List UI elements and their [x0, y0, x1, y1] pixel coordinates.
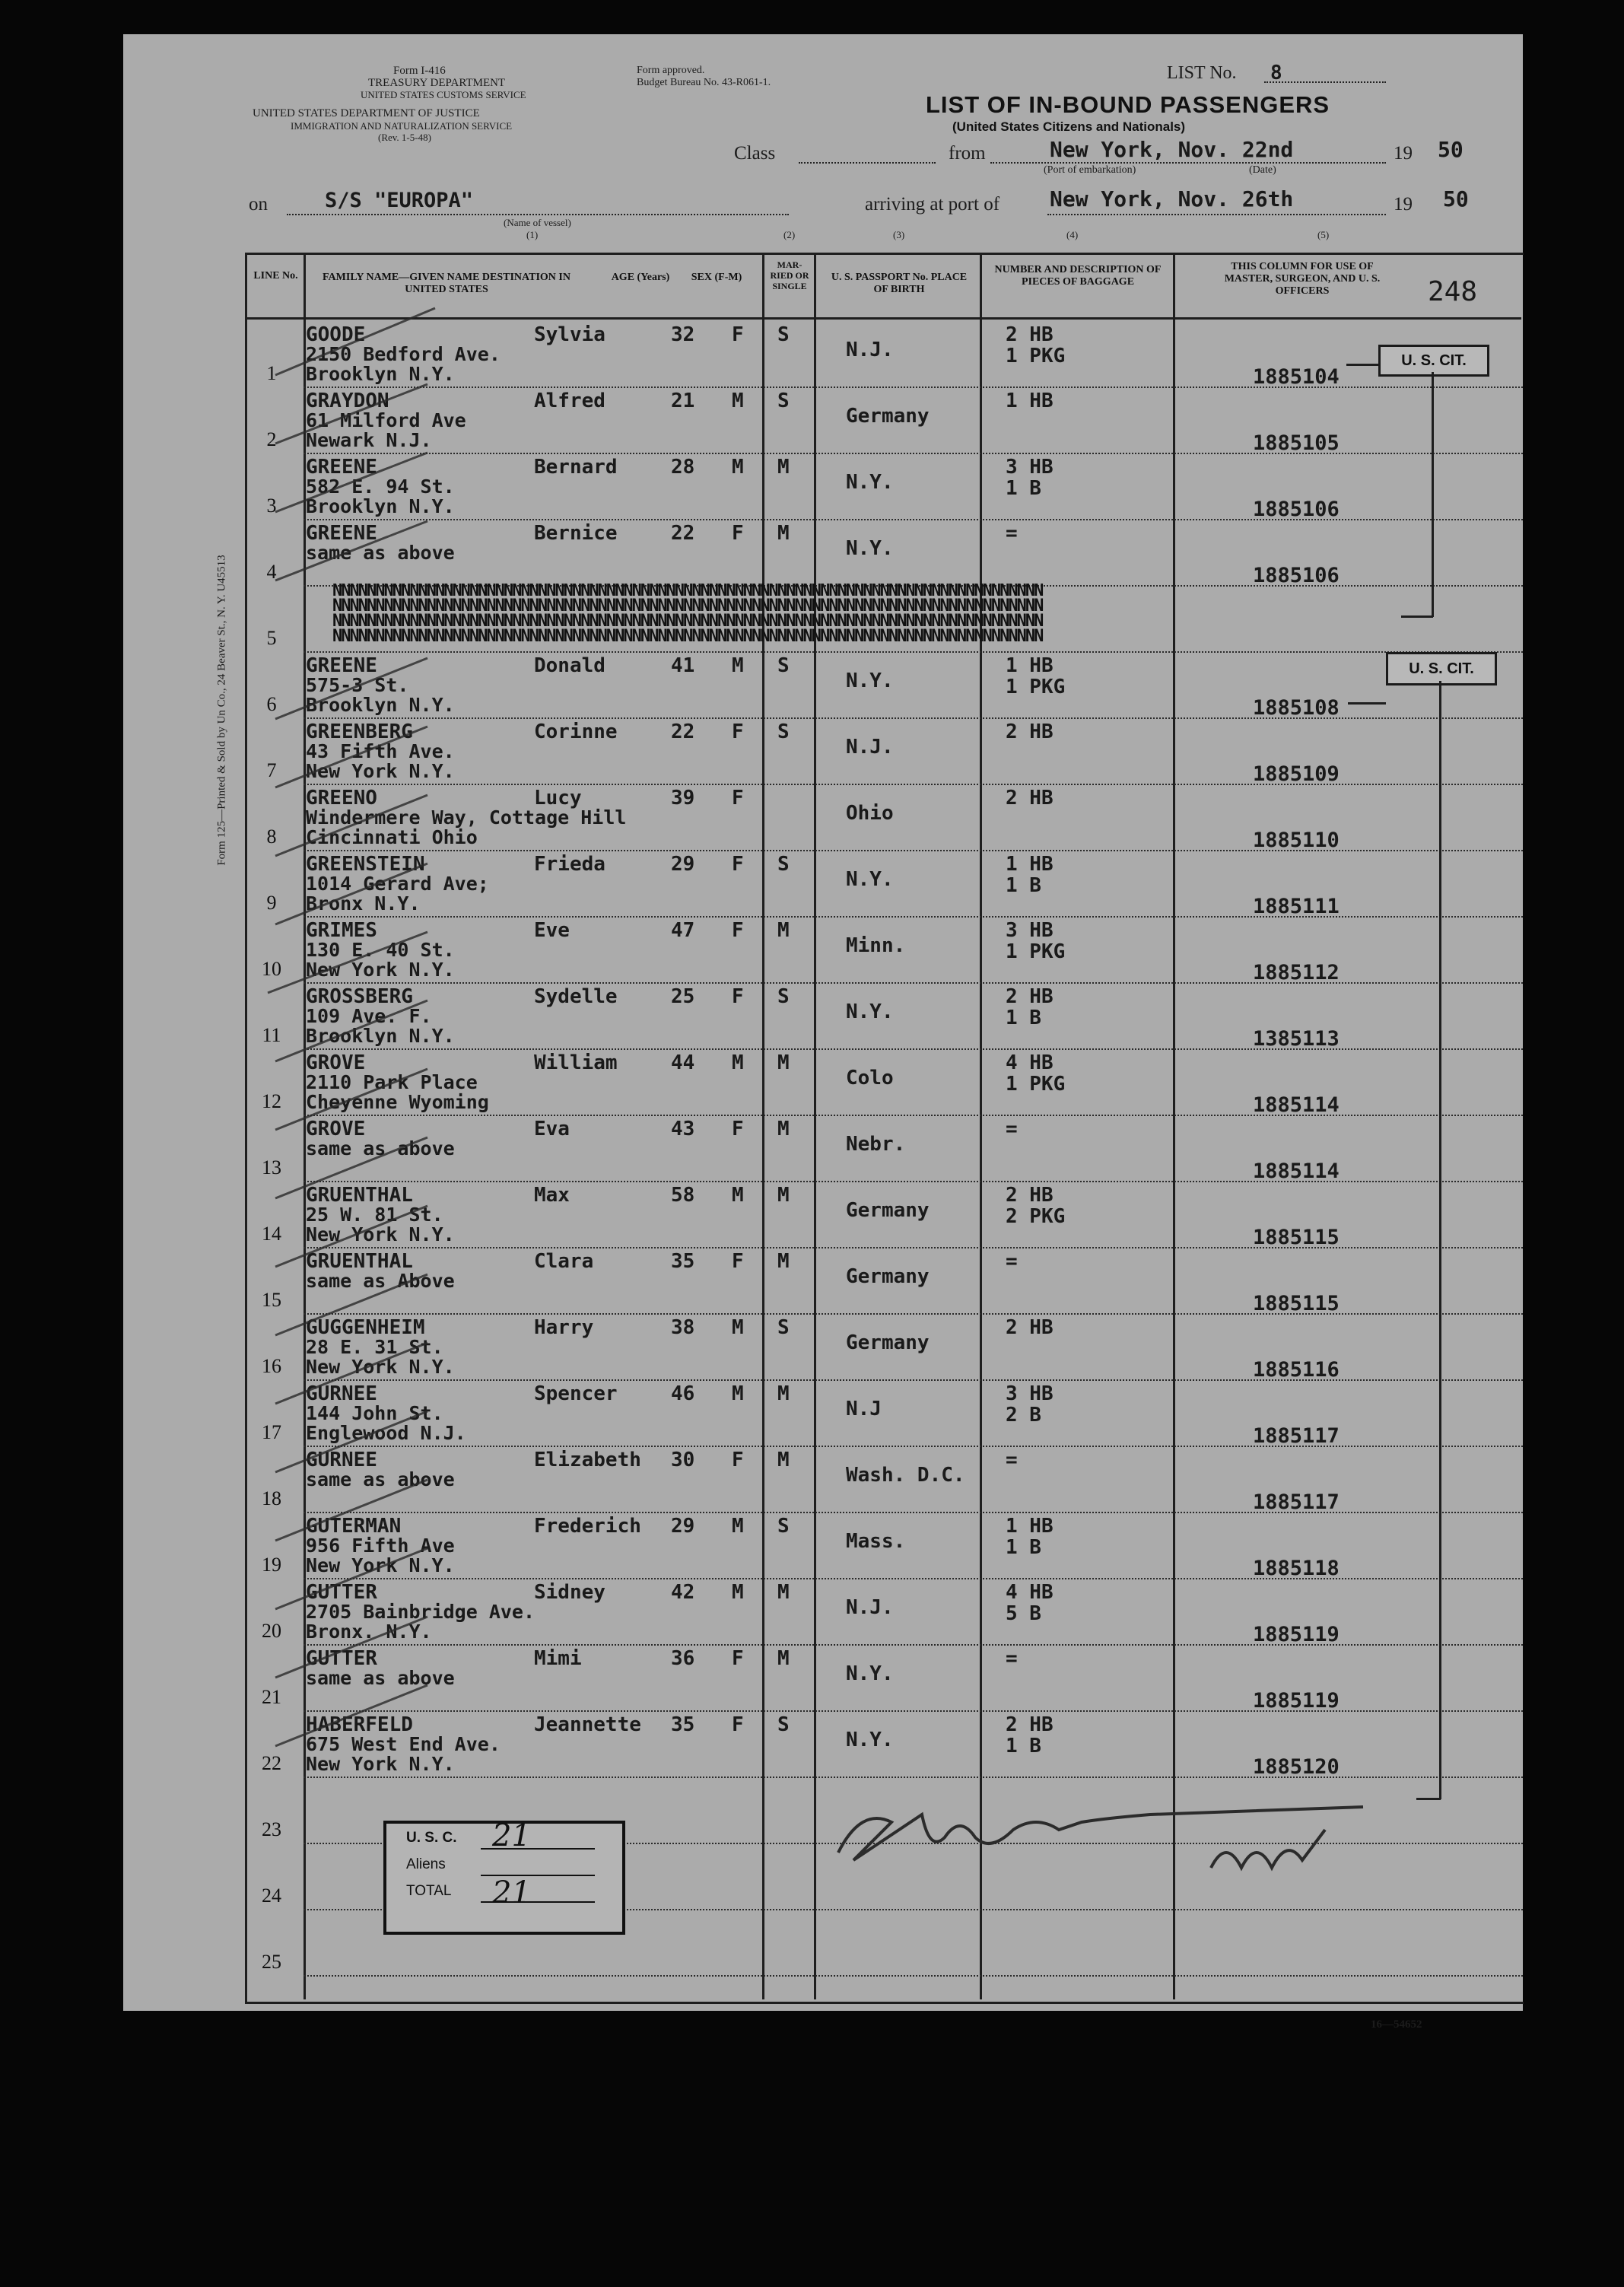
passenger-address-1: 28 E. 31 St. [306, 1336, 443, 1358]
baggage-line-1: 2 HB [1006, 1184, 1054, 1207]
col-header-age: AGE (Years) [611, 272, 670, 283]
passenger-address-2: Bronx N.Y. [306, 892, 421, 914]
passenger-list-form [123, 34, 1523, 2031]
line-number: 8 [266, 825, 277, 848]
officer-signature [831, 1784, 1378, 1898]
line-number: 12 [262, 1090, 281, 1112]
passenger-age: 35 [671, 1250, 695, 1273]
passenger-address-1: 582 E. 94 St. [306, 476, 455, 498]
col-num-2: (2) [783, 229, 796, 240]
baggage-line-1: 2 HB [1006, 323, 1054, 346]
budget-bureau: Budget Bureau No. 43-R061-1. [637, 77, 771, 88]
line-number: 16 [262, 1355, 281, 1377]
passenger-birthplace: N.Y. [846, 868, 894, 891]
passenger-given-name: Sidney [534, 1581, 605, 1604]
passenger-birthplace: Colo [846, 1067, 894, 1089]
passenger-age: 30 [671, 1449, 695, 1471]
passenger-given-name: Corinne [534, 720, 618, 743]
us-cit-stamp-2: U. S. CIT. [1386, 652, 1497, 685]
baggage-line-2: 1 B [1006, 1536, 1041, 1559]
passenger-birthplace: N.J. [846, 1596, 894, 1619]
passenger-age: 21 [671, 390, 695, 412]
passenger-address-2: New York N.Y. [306, 1223, 455, 1245]
passenger-marital-status: S [777, 853, 790, 876]
baggage-line-2: 1 B [1006, 1735, 1041, 1757]
passenger-address-2: Brooklyn N.Y. [306, 694, 455, 716]
passenger-given-name: Bernice [534, 522, 618, 545]
arrival-port-date: New York, Nov. 26th [1050, 186, 1294, 212]
on-label: on [249, 194, 268, 215]
passenger-address-1: same as above [306, 1137, 455, 1159]
passenger-birthplace: N.Y. [846, 1729, 894, 1751]
year-prefix-2: 19 [1394, 194, 1413, 215]
line-number: 11 [262, 1024, 281, 1046]
passenger-address-1: same as above [306, 542, 455, 564]
passenger-sex: M [732, 1184, 744, 1207]
passenger-marital-status: S [777, 1316, 790, 1339]
passenger-address-2: Brooklyn N.Y. [306, 363, 455, 385]
passenger-marital-status: M [777, 1250, 790, 1273]
line-number: 24 [262, 1885, 281, 1907]
passenger-birthplace: N.J. [846, 339, 894, 361]
from-label: from [949, 143, 986, 164]
passenger-address-2: Cincinnati Ohio [306, 826, 478, 848]
passenger-marital-status: S [777, 323, 790, 346]
baggage-line-1: 2 HB [1006, 1316, 1054, 1339]
passenger-marital-status: S [777, 1713, 790, 1736]
passenger-address-1: 130 E. 40 St. [306, 939, 455, 961]
passenger-address-2: Englewood N.J. [306, 1422, 466, 1444]
passenger-birthplace: N.Y. [846, 1662, 894, 1685]
passenger-address-2: New York N.Y. [306, 1356, 455, 1378]
line-number: 21 [262, 1686, 281, 1708]
dept-line-4: IMMIGRATION AND NATURALIZATION SERVICE [291, 120, 513, 132]
officer-number: 1885115 [1253, 1292, 1340, 1315]
passenger-marital-status: M [777, 1382, 790, 1405]
passenger-family-name: GROVE [306, 1118, 366, 1140]
col-header-married: MAR-RIED OR SINGLE [770, 259, 809, 291]
passenger-address-1: 2110 Park Place [306, 1071, 478, 1093]
baggage-line-2: 1 B [1006, 477, 1041, 500]
line-number: 22 [262, 1752, 281, 1774]
line-number: 19 [262, 1554, 281, 1576]
passenger-given-name: Eve [534, 919, 570, 942]
passenger-birthplace: Germany [846, 1265, 930, 1288]
officer-number: 1885115 [1253, 1226, 1340, 1249]
officer-number: 1885119 [1253, 1623, 1340, 1646]
line-number: 3 [266, 495, 277, 517]
usc-label: U. S. C. [406, 1830, 457, 1846]
passenger-given-name: Mimi [534, 1647, 582, 1670]
class-label: Class [734, 143, 776, 164]
passenger-given-name: Bernard [534, 456, 618, 479]
baggage-line-2: 1 PKG [1006, 345, 1066, 367]
passenger-family-name: GUGGENHEIM [306, 1316, 425, 1339]
col-header-baggage: NUMBER AND DESCRIPTION OF PIECES OF BAGGAGE [994, 264, 1162, 288]
passenger-marital-status: M [777, 919, 790, 942]
baggage-line-1: 3 HB [1006, 456, 1054, 479]
passenger-address-1: same as above [306, 1667, 455, 1689]
line-number: 7 [266, 759, 277, 781]
line-number: 25 [262, 1951, 281, 1973]
officer-number: 1885105 [1253, 431, 1340, 455]
baggage-line-1: 3 HB [1006, 919, 1054, 942]
passenger-birthplace: N.Y. [846, 670, 894, 692]
passenger-age: 36 [671, 1647, 695, 1670]
line-number: 6 [266, 693, 277, 715]
passenger-given-name: Sydelle [534, 985, 618, 1008]
baggage-line-1: 4 HB [1006, 1051, 1054, 1074]
line-number: 2 [266, 428, 277, 450]
line-number: 9 [266, 892, 277, 914]
passenger-sex: M [732, 1382, 744, 1405]
passenger-birthplace: Nebr. [846, 1133, 906, 1156]
passenger-given-name: Max [534, 1184, 570, 1207]
passenger-age: 42 [671, 1581, 695, 1604]
passenger-birthplace: Germany [846, 405, 930, 428]
passenger-address-1: 109 Ave. F. [306, 1005, 432, 1027]
arrival-year: 50 [1443, 186, 1469, 212]
passenger-age: 22 [671, 720, 695, 743]
officer-number: 1885112 [1253, 961, 1340, 984]
line-number: 13 [262, 1156, 281, 1178]
passenger-given-name: Jeannette [534, 1713, 641, 1736]
officer-number: 1885106 [1253, 498, 1340, 521]
form-id: Form I-416 [393, 65, 446, 77]
list-no-label: LIST No. [1167, 63, 1237, 83]
passenger-marital-status: S [777, 720, 790, 743]
passenger-family-name: GURNEE [306, 1449, 377, 1471]
passenger-address-1: 61 Milford Ave [306, 409, 466, 431]
passenger-sex: F [732, 1647, 744, 1670]
passenger-marital-status: S [777, 985, 790, 1008]
officer-number: 1885110 [1253, 829, 1340, 852]
embarkation-year: 50 [1438, 137, 1464, 162]
passenger-marital-status: M [777, 1581, 790, 1604]
passenger-given-name: Eva [534, 1118, 570, 1140]
baggage-line-1: 2 HB [1006, 787, 1054, 810]
passenger-given-name: Clara [534, 1250, 594, 1273]
passenger-sex: F [732, 1713, 744, 1736]
passenger-birthplace: Ohio [846, 802, 894, 825]
passenger-given-name: Frieda [534, 853, 605, 876]
officer-number: 1885117 [1253, 1490, 1340, 1514]
passenger-address-2: Brooklyn N.Y. [306, 1025, 455, 1047]
passenger-birthplace: N.Y. [846, 471, 894, 494]
baggage-line-1: 2 HB [1006, 985, 1054, 1008]
passenger-family-name: GUTTER [306, 1581, 377, 1604]
baggage-line-1: 3 HB [1006, 1382, 1054, 1405]
baggage-line-1: 1 HB [1006, 390, 1054, 412]
line-number: 18 [262, 1487, 281, 1509]
passenger-family-name: GREENSTEIN [306, 853, 425, 876]
baggage-line-1: 2 HB [1006, 720, 1054, 743]
passenger-family-name: GURNEE [306, 1382, 377, 1405]
passenger-sex: M [732, 1515, 744, 1538]
passenger-birthplace: N.Y. [846, 1000, 894, 1023]
passenger-age: 22 [671, 522, 695, 545]
passenger-family-name: GUTERMAN [306, 1515, 402, 1538]
passenger-address-1: 2705 Bainbridge Ave. [306, 1601, 536, 1623]
passenger-age: 29 [671, 1515, 695, 1538]
col-header-family-name: FAMILY NAME—GIVEN NAME DESTINATION IN UNITED STATES [323, 272, 570, 295]
passenger-age: 28 [671, 456, 695, 479]
officer-number: 1885104 [1253, 365, 1340, 389]
dept-line-3: UNITED STATES DEPARTMENT OF JUSTICE [253, 107, 480, 119]
baggage-line-1: 4 HB [1006, 1581, 1054, 1604]
col-num-1: (1) [526, 229, 539, 240]
passenger-sex: F [732, 853, 744, 876]
officer-number: 1885111 [1253, 895, 1340, 918]
passenger-birthplace: N.J. [846, 736, 894, 759]
passenger-marital-status: S [777, 1515, 790, 1538]
passenger-age: 47 [671, 919, 695, 942]
passenger-family-name: GREENE [306, 456, 377, 479]
passenger-address-2: New York N.Y. [306, 1753, 455, 1775]
line-number: 10 [262, 958, 281, 980]
passenger-age: 41 [671, 654, 695, 677]
col-header-officers: THIS COLUMN FOR USE OF MASTER, SURGEON, AND U. S. OFFICERS [1224, 261, 1381, 297]
baggage-line-1: 1 HB [1006, 654, 1054, 677]
passenger-address-1: 1014 Gerard Ave; [306, 873, 489, 895]
list-no-value: 8 [1270, 62, 1282, 84]
passenger-marital-status: M [777, 1184, 790, 1207]
passenger-marital-status: M [777, 1051, 790, 1074]
passenger-marital-status: S [777, 390, 790, 412]
col-header-passport: U. S. PASSPORT No. PLACE OF BIRTH [831, 272, 968, 295]
passenger-birthplace: N.Y. [846, 537, 894, 560]
passenger-birthplace: N.J [846, 1398, 882, 1420]
passenger-address-1: Windermere Way, Cottage Hill [306, 806, 627, 829]
baggage-line-2: 1 PKG [1006, 676, 1066, 698]
baggage-line-1: = [1006, 1250, 1018, 1273]
form-subtitle: (United States Citizens and Nationals) [952, 119, 1186, 134]
page-number: 248 [1428, 276, 1478, 307]
passenger-family-name: GRUENTHAL [306, 1184, 413, 1207]
col-num-4: (4) [1066, 229, 1079, 240]
passenger-marital-status: S [777, 654, 790, 677]
passenger-given-name: Harry [534, 1316, 594, 1339]
passenger-sex: M [732, 1316, 744, 1339]
passenger-sex: F [732, 787, 744, 810]
line-number: 4 [266, 561, 277, 583]
officer-number: 1885119 [1253, 1689, 1340, 1713]
passenger-address-1: 25 W. 81 St. [306, 1204, 443, 1226]
passenger-sex: F [732, 720, 744, 743]
passenger-family-name: GROVE [306, 1051, 366, 1074]
passenger-sex: F [732, 1118, 744, 1140]
passenger-age: 38 [671, 1316, 695, 1339]
side-printer-text: Form 125—Printed & Sold by Un Co., 24 Beaver St., N. Y. U45513 [215, 555, 228, 866]
baggage-line-1: 2 HB [1006, 1713, 1054, 1736]
officer-number: 1885109 [1253, 762, 1340, 786]
passenger-sex: F [732, 985, 744, 1008]
passenger-given-name: Donald [534, 654, 605, 677]
passenger-birthplace: Minn. [846, 934, 906, 957]
baggage-line-1: = [1006, 1449, 1018, 1471]
passenger-sex: M [732, 456, 744, 479]
dept-line-2: UNITED STATES CUSTOMS SERVICE [361, 89, 526, 100]
line-number: 23 [262, 1818, 281, 1840]
struck-out-entry: NNNNNNNNNNNNNNNNNNNNNNNNNNNNNNNNNNNNNNNNNNNNNNNNNNNNNNNNNNNNNNNNNNNNNNNNNNNNNNNNNNN NNNNNNNNNNNNNNNNNNNNNNNNNNNNNNNNNNNNNNNNNNNNNNNNNNNNNNNNNNNNNNNNNNNNNNNNNNNNNNNNNNN NNNNNNNNNNNNNNNNNNNNNNNNNNNNNNNNNNNNNNNNNNNNNNNNNNNNNNNNNNNNNNNNNNNNNNNNNNNNNNNNNNN NNNNNNNNNNNNNNNNNNNNNNNNNNNNNNNNNNNNNNNNNNNNNNNNNNNNNNNNNNNNNNNNNNNNNNNNNNNNNNNNNNN [332, 584, 1043, 644]
baggage-line-2: 2 PKG [1006, 1205, 1066, 1228]
port-embark-caption: (Port of embarkation) [1044, 164, 1136, 176]
form-approved: Form approved. [637, 65, 705, 76]
passenger-sex: F [732, 1250, 744, 1273]
passenger-sex: M [732, 390, 744, 412]
line-number: 14 [262, 1223, 281, 1245]
col-num-3: (3) [893, 229, 905, 240]
passenger-birthplace: Wash. D.C. [846, 1464, 965, 1487]
dept-line-1: TREASURY DEPARTMENT [368, 77, 506, 89]
passenger-marital-status: M [777, 1449, 790, 1471]
col-header-sex: SEX (F-M) [691, 272, 742, 283]
passenger-address-1: 2150 Bedford Ave. [306, 343, 501, 365]
passenger-given-name: William [534, 1051, 618, 1074]
passenger-family-name: GREENO [306, 787, 377, 810]
passenger-age: 58 [671, 1184, 695, 1207]
passenger-given-name: Spencer [534, 1382, 618, 1405]
passenger-address-2: Cheyenne Wyoming [306, 1091, 489, 1113]
passenger-family-name: GRAYDON [306, 390, 389, 412]
passenger-sex: F [732, 1449, 744, 1471]
passenger-address-2: Brooklyn N.Y. [306, 495, 455, 517]
officer-number: 1885116 [1253, 1358, 1340, 1382]
pencil-tick-marks [245, 262, 671, 1860]
passenger-address-1: same as Above [306, 1270, 455, 1292]
passenger-address-1: 144 John St. [306, 1402, 443, 1424]
passenger-family-name: GUTTER [306, 1647, 377, 1670]
form-title: LIST OF IN-BOUND PASSENGERS [926, 91, 1330, 118]
arriving-label: arriving at port of [865, 194, 1000, 215]
officer-number: 1885108 [1253, 696, 1340, 720]
passenger-sex: F [732, 323, 744, 346]
total-label: TOTAL [406, 1883, 452, 1899]
officer-number: 1885120 [1253, 1755, 1340, 1779]
passenger-given-name: Lucy [534, 787, 582, 810]
passenger-age: 29 [671, 853, 695, 876]
baggage-line-2: 1 PKG [1006, 940, 1066, 963]
passenger-family-name: GREENE [306, 522, 377, 545]
baggage-line-2: 1 PKG [1006, 1073, 1066, 1096]
vessel-name: S/S "EUROPA" [325, 189, 474, 212]
passenger-address-2: New York N.Y. [306, 959, 455, 981]
total-count: 21 [492, 1875, 531, 1910]
passenger-given-name: Elizabeth [534, 1449, 641, 1471]
line-number: 17 [262, 1421, 281, 1443]
passenger-address-1: 956 Fifth Ave [306, 1535, 455, 1557]
passenger-family-name: GREENBERG [306, 720, 413, 743]
embarkation-port-date: New York, Nov. 22nd [1050, 137, 1294, 162]
passenger-address-2: New York N.Y. [306, 760, 455, 782]
passenger-address-2: Newark N.J. [306, 429, 432, 451]
passenger-family-name: GRUENTHAL [306, 1250, 413, 1273]
passenger-birthplace: Mass. [846, 1530, 906, 1553]
passenger-family-name: GREENE [306, 654, 377, 677]
passenger-marital-status: M [777, 1647, 790, 1670]
col-num-5: (5) [1317, 229, 1330, 240]
rev-date: (Rev. 1-5-48) [378, 132, 431, 143]
passenger-given-name: Alfred [534, 390, 605, 412]
passenger-birthplace: Germany [846, 1199, 930, 1222]
passenger-age: 32 [671, 323, 695, 346]
baggage-line-2: 1 B [1006, 1007, 1041, 1029]
row-separator [304, 1975, 1523, 1977]
passenger-age: 39 [671, 787, 695, 810]
passenger-address-2: Bronx. N.Y. [306, 1621, 432, 1643]
footer-form-code: 16—54652 [1371, 2018, 1422, 2031]
passenger-address-1: 575-3 St. [306, 674, 409, 696]
officer-number: 1885114 [1253, 1093, 1340, 1117]
baggage-line-1: = [1006, 522, 1018, 545]
date-caption: (Date) [1249, 164, 1276, 176]
line-number: 20 [262, 1620, 281, 1642]
passenger-sex: M [732, 1051, 744, 1074]
col-header-line-no: LINE No. [253, 270, 298, 282]
passenger-address-1: 43 Fifth Ave. [306, 740, 455, 762]
passenger-age: 43 [671, 1118, 695, 1140]
line-number: 15 [262, 1289, 281, 1311]
passenger-family-name: GROSSBERG [306, 985, 413, 1008]
passenger-given-name: Sylvia [534, 323, 605, 346]
passenger-marital-status: M [777, 522, 790, 545]
passenger-marital-status: M [777, 456, 790, 479]
passenger-sex: M [732, 654, 744, 677]
officer-number: 1885118 [1253, 1557, 1340, 1580]
baggage-line-1: 1 HB [1006, 1515, 1054, 1538]
baggage-line-1: = [1006, 1118, 1018, 1140]
passenger-sex: F [732, 522, 744, 545]
passenger-age: 25 [671, 985, 695, 1008]
officer-number: 1385113 [1253, 1027, 1340, 1051]
passenger-age: 44 [671, 1051, 695, 1074]
officer-number: 1885117 [1253, 1424, 1340, 1448]
passenger-given-name: Frederich [534, 1515, 641, 1538]
passenger-age: 35 [671, 1713, 695, 1736]
aliens-label: Aliens [406, 1856, 446, 1872]
usc-count: 21 [492, 1818, 531, 1853]
passenger-family-name: HABERFELD [306, 1713, 413, 1736]
passenger-sex: M [732, 1581, 744, 1604]
passenger-sex: F [732, 919, 744, 942]
year-prefix-1: 19 [1394, 143, 1413, 164]
passenger-address-1: 675 West End Ave. [306, 1733, 501, 1755]
passenger-family-name: GOODE [306, 323, 366, 346]
passenger-marital-status: M [777, 1118, 790, 1140]
officer-number: 1885114 [1253, 1159, 1340, 1183]
passenger-address-1: same as above [306, 1468, 455, 1490]
passenger-address-2: New York N.Y. [306, 1554, 455, 1576]
us-cit-stamp-1: U. S. CIT. [1378, 345, 1489, 377]
baggage-line-1: 1 HB [1006, 853, 1054, 876]
baggage-line-2: 2 B [1006, 1404, 1041, 1427]
baggage-line-2: 1 B [1006, 874, 1041, 897]
officer-number: 1885106 [1253, 564, 1340, 587]
passenger-age: 46 [671, 1382, 695, 1405]
passenger-family-name: GRIMES [306, 919, 377, 942]
passenger-birthplace: Germany [846, 1331, 930, 1354]
baggage-line-1: = [1006, 1647, 1018, 1670]
vessel-caption: (Name of vessel) [504, 217, 571, 228]
line-number: 5 [266, 627, 277, 649]
line-number: 1 [266, 362, 277, 384]
baggage-line-2: 5 B [1006, 1602, 1041, 1625]
